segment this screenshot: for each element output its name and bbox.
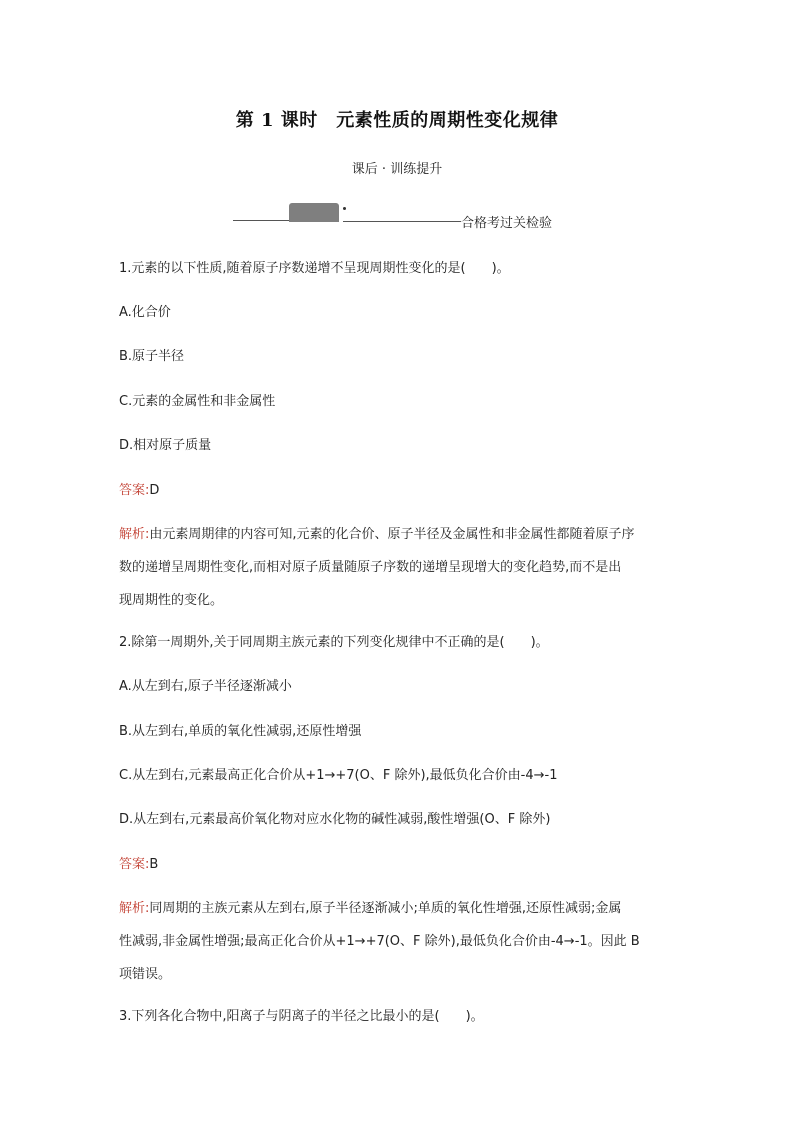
explanation-label: 解析: [119, 527, 150, 542]
section-tab-marker [289, 203, 339, 222]
answer-label: 答案: [119, 483, 150, 498]
question-1-option-c: C.元素的金属性和非金属性 [119, 394, 276, 409]
explanation-line [119, 518, 679, 551]
dot-marker [343, 207, 346, 210]
question-1-stem: 1.元素的以下性质,随着原子序数递增不呈现周期性变化的是( )。 [119, 261, 510, 276]
question-2-explanation [119, 892, 679, 991]
answer-value: D [149, 483, 160, 498]
explanation-line: 项错误。 [119, 967, 172, 982]
question-2-stem: 2.除第一周期外,关于同周期主族元素的下列变化规律中不正确的是( )。 [119, 635, 549, 650]
divider-left [233, 220, 289, 221]
explanation-label: 解析: [119, 901, 150, 916]
explanation-line: 性减弱,非金属性增强;最高正化合价从+1→+7(O、F 除外),最低负化合价由-4→-1。因此 B [119, 934, 640, 949]
question-3-stem: 3.下列各化合物中,阳离子与阴离子的半径之比最小的是( )。 [119, 1009, 484, 1024]
explanation-text: 同周期的主族元素从左到右,原子半径逐渐减小;单质的氧化性增强,还原性减弱;金属 [149, 901, 622, 916]
explanation-line [119, 892, 679, 925]
explanation-text: 由元素周期律的内容可知,元素的化合价、原子半径及金属性和非金属性都随着原子序 [149, 527, 635, 542]
explanation-line: 数的递增呈周期性变化,而相对原子质量随原子序数的递增呈现增大的变化趋势,而不是出 [119, 560, 622, 575]
question-2-option-b: B.从左到右,单质的氧化性减弱,还原性增强 [119, 724, 362, 739]
question-1-answer [119, 474, 679, 507]
answer-label: 答案: [119, 857, 150, 872]
question-1-option-a: A.化合价 [119, 305, 171, 320]
divider-right [343, 221, 461, 222]
question-2-option-c: C.从左到右,元素最高正化合价从+1→+7(O、F 除外),最低负化合价由-4→-1 [119, 768, 558, 783]
page-subtitle: 课后 · 训练提升 [351, 162, 443, 177]
question-2-option-a: A.从左到右,原子半径逐渐减小 [119, 679, 292, 694]
section-header [233, 203, 563, 231]
question-2-answer [119, 848, 679, 881]
page-title: 第 1 课时 元素性质的周期性变化规律 [235, 110, 559, 131]
answer-value: B [149, 857, 159, 872]
question-2-option-d: D.从左到右,元素最高价氧化物对应水化物的碱性减弱,酸性增强(O、F 除外) [119, 812, 551, 827]
section-label: 合格考过关检验 [461, 216, 553, 231]
question-1-option-d: D.相对原子质量 [119, 438, 212, 453]
question-1-option-b: B.原子半径 [119, 349, 185, 364]
explanation-line: 现周期性的变化。 [119, 593, 224, 608]
question-1-explanation [119, 518, 679, 617]
